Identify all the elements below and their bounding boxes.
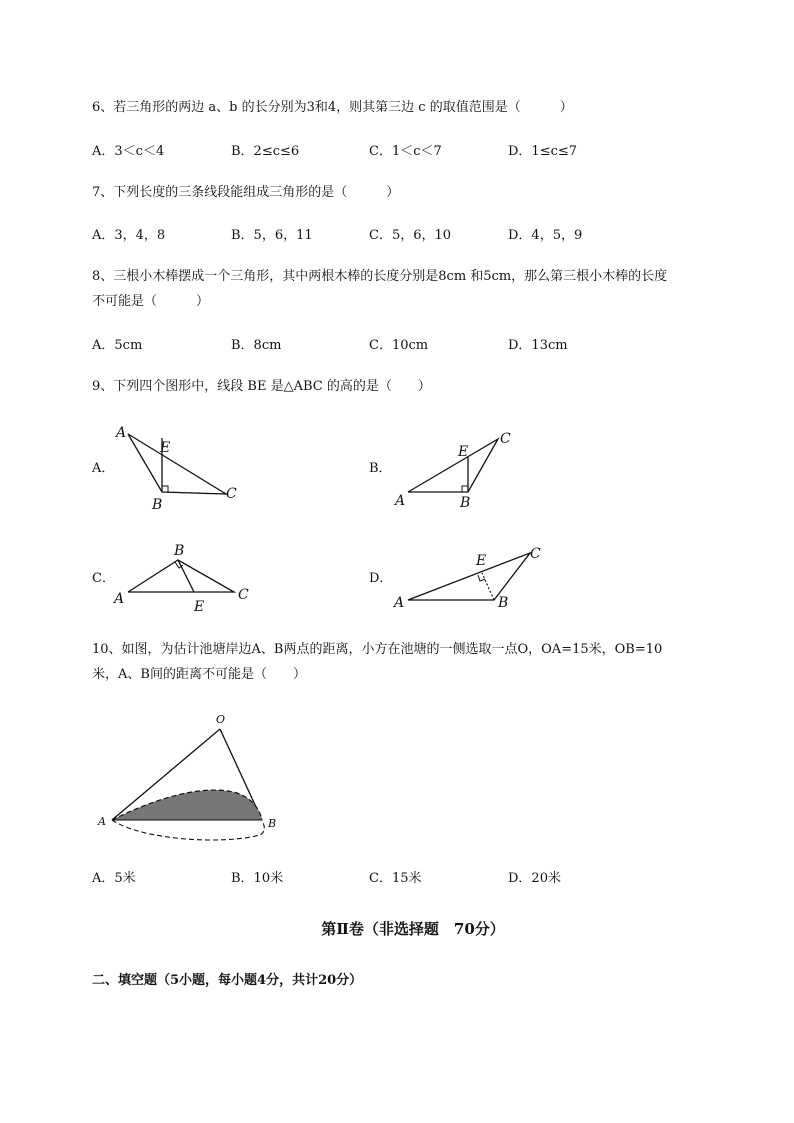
vertex-label-b: B — [460, 495, 471, 511]
question-7-stem: 7、下列长度的三条线段能组成三角形的是（ ） — [92, 185, 400, 200]
q9-figure-b — [390, 425, 530, 515]
question-9-stem: 9、下列四个图形中，线段 BE 是△ABC 的高的是（ ） — [92, 379, 431, 394]
q7-option-d: D．4，5，9 — [508, 228, 583, 243]
q10-pond-figure — [92, 705, 292, 845]
q7-option-b: B．5，6，11 — [231, 228, 313, 243]
q6-option-a: A．3＜c＜4 — [92, 144, 165, 159]
question-10-stem-line2: 米，A、B间的距离不可能是（ ） — [92, 667, 306, 682]
q10-option-b: B．10米 — [231, 871, 284, 886]
q9-option-b-label: B． — [369, 461, 392, 476]
q9-figure-d — [390, 543, 550, 618]
vertex-label-e: E — [194, 599, 205, 615]
q10-option-a: A．5米 — [92, 871, 136, 886]
q8-option-c: C．10cm — [369, 338, 429, 353]
q8-option-d: D．13cm — [508, 338, 568, 353]
vertex-label-o: O — [216, 713, 226, 726]
q6-option-c: C．1＜c＜7 — [369, 144, 442, 159]
question-6-stem: 6、若三角形的两边 a、b 的长分别为3和4，则其第三边 c 的取值范围是（ ） — [92, 100, 573, 115]
q6-option-b: B．2≤c≤6 — [231, 144, 300, 159]
q7-option-a: A．3，4，8 — [92, 228, 166, 243]
vertex-label-e: E — [458, 444, 469, 460]
question-10-stem-line1: 10、如图，为估计池塘岸边A、B两点的距离，小方在池塘的一侧选取一点O，OA=15米，OB=10 — [92, 642, 663, 657]
vertex-label-a: A — [394, 595, 405, 611]
vertex-label-e: E — [476, 553, 487, 569]
q7-option-c: C．5，6，10 — [369, 228, 452, 243]
q9-figure-c — [110, 540, 260, 615]
vertex-label-a: A — [116, 425, 127, 441]
vertex-label-c: C — [226, 486, 237, 502]
q10-option-c: C．15米 — [369, 871, 422, 886]
part-2-heading: 二、填空题（5小题，每小题4分，共计20分） — [92, 973, 363, 988]
vertex-label-c: C — [238, 587, 249, 603]
q8-option-b: B．8cm — [231, 338, 282, 353]
vertex-label-a: A — [98, 815, 106, 828]
vertex-label-c: C — [500, 431, 511, 447]
section-title: 第Ⅱ卷（非选择题 70分） — [321, 920, 505, 938]
vertex-label-b: B — [152, 497, 163, 513]
q6-option-d: D．1≤c≤7 — [508, 144, 578, 159]
vertex-label-b: B — [268, 817, 277, 830]
q9-option-d-label: D． — [369, 571, 393, 586]
q10-option-d: D．20米 — [508, 871, 561, 886]
q8-option-a: A．5cm — [92, 338, 143, 353]
vertex-label-c: C — [530, 546, 541, 562]
vertex-label-b: B — [498, 595, 509, 611]
q9-figure-a — [110, 420, 250, 515]
vertex-label-e: E — [160, 440, 171, 456]
q9-option-a-label: A． — [92, 461, 115, 476]
vertex-label-a: A — [114, 591, 125, 607]
q9-option-c-label: C． — [92, 571, 115, 586]
vertex-label-b: B — [174, 543, 185, 559]
question-8-stem-line1: 8、三根小木棒摆成一个三角形，其中两根木棒的长度分别是8cm 和5cm，那么第三根小木棒的长度 — [92, 269, 668, 284]
vertex-label-a: A — [395, 493, 406, 509]
question-8-stem-line2: 不可能是（ ） — [92, 294, 210, 309]
